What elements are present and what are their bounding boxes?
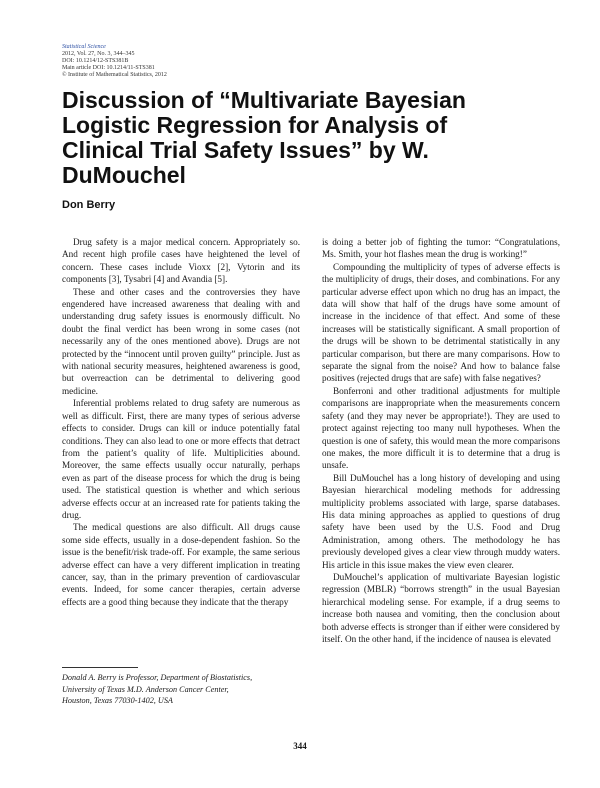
paragraph: The medical questions are also difficult. All drugs cause some side effects, usually in a dose-dependent fashion. So the issue is the benefit/risk trade-off. For example, the same serious adverse effect can have a very different implication in treating cancer, say, than in the primary prevention of cardiovascular events. Indeed, for some cancer therapies, certain adverse effects are a good thing because they indicate that the therapy xyxy=(62,522,300,607)
left-column xyxy=(62,236,300,608)
paragraph: Inferential problems related to drug safety are numerous as well as difficult. First, there are many types of serious adverse effects to consider. Drugs can kill or induce potentially fatal conditions. They can also lead to one or more effects that detract from the patient’s quality of life. Multiplicities abound. Moreover, the same effects usually occur naturally, perhaps even as part of the disease process for which the drug is being used. The statistical question is whether and which serious adverse effects occur at an increased rate for patients taking the drug. xyxy=(62,398,300,520)
paragraph: Bill DuMouchel has a long history of developing and using Bayesian hierarchical modeling methods for addressing multiplicity problems associated with large, sparse databases. His data mining approaches as applied to questions of drug safety have been used by the U.S. Food and Drug Administration, among others. The methodology he has previously developed gives a clear view through muddy waters. His article in this issue makes the view even clearer. xyxy=(322,472,560,570)
main-doi-line[interactable]: Main article DOI: 10.1214/11-STS381 xyxy=(62,65,155,71)
author-footnote xyxy=(62,672,302,707)
paragraph: Compounding the multiplicity of types of adverse effects is the multiplicity of drugs, their doses, and combinations. For any particular adverse effect upon which no drug has an impact, the data will show that half of the drugs have some amount of increase in the incidence of that effect. And some of these increases will be statistically significant. A small proportion of the drugs will be shown to be detrimental statistically in any particular comparison, but there are many comparisons. How to separate the signal from the noise? And how to balance false positives (rejected drugs that are safe) with false negatives? xyxy=(322,261,560,384)
footnote-line: University of Texas M.D. Anderson Cancer Center, xyxy=(62,684,229,694)
article-title: Discussion of “Multivariate Bayesian Logistic Regression for Analysis of Clinical Trial Safety Issues” by W. DuMouchel xyxy=(62,87,466,188)
journal-header xyxy=(62,44,167,79)
author-name: Don Berry xyxy=(62,199,116,211)
journal-name[interactable]: Statistical Science xyxy=(62,44,106,50)
volume-line: 2012, Vol. 27, No. 3, 344–345 xyxy=(62,51,135,57)
page-number: 344 xyxy=(293,741,307,751)
paragraph: is doing a better job of fighting the tumor: “Congratulations, Ms. Smith, your hot flashes mean the drug is working!” xyxy=(322,237,560,260)
paragraph: DuMouchel’s application of multivariate Bayesian logistic regression (MBLR) “borrows strength” in the usual Bayesian hierarchical modeling sense. For example, if a drug seems to increase both nausea and vomiting, then the conclusion about both adverse effects is stronger than if either were considered by itself. On the other hand, if the incidence of nausea is elevated xyxy=(322,571,560,644)
doi-line[interactable]: DOI: 10.1214/12-STS381B xyxy=(62,58,129,64)
footnote-line: Houston, Texas 77030-1402, USA xyxy=(62,696,173,706)
right-column xyxy=(322,236,560,645)
paragraph: Bonferroni and other traditional adjustments for multiple comparisons are inappropriate when the measurements concern safety (and they may never be appropriate!). They are used to protect against rejecting too many null hypotheses. When the question is one of safety, this would mean the more comparisons one makes, the more difficult it is to determine that a drug is unsafe. xyxy=(322,385,560,471)
paragraph: These and other cases and the controversies they have engendered have increased awareness that dealing with and understanding drug safety issues is enormously difficult. No doubt the final verdict has been wrong in some cases (not necessarily any of the ones mentioned above). Drugs are not protected by the “innocent until proven guilty” principle. Just as with national security measures, heightened awareness is good, but overreaction can be detrimental to delivering good medicine. xyxy=(62,286,300,396)
footnote-line: Donald A. Berry is Professor, Department of Biostatistics, xyxy=(62,673,253,682)
copyright-line: © Institute of Mathematical Statistics, 2012 xyxy=(62,72,167,78)
footnote-rule xyxy=(62,667,138,668)
paragraph: Drug safety is a major medical concern. Appropriately so. And recent high profile cases have heightened the level of concern. These cases include Vioxx [2], Vytorin and its components [3], Tysabri [4] and Avandia [5]. xyxy=(62,237,300,285)
